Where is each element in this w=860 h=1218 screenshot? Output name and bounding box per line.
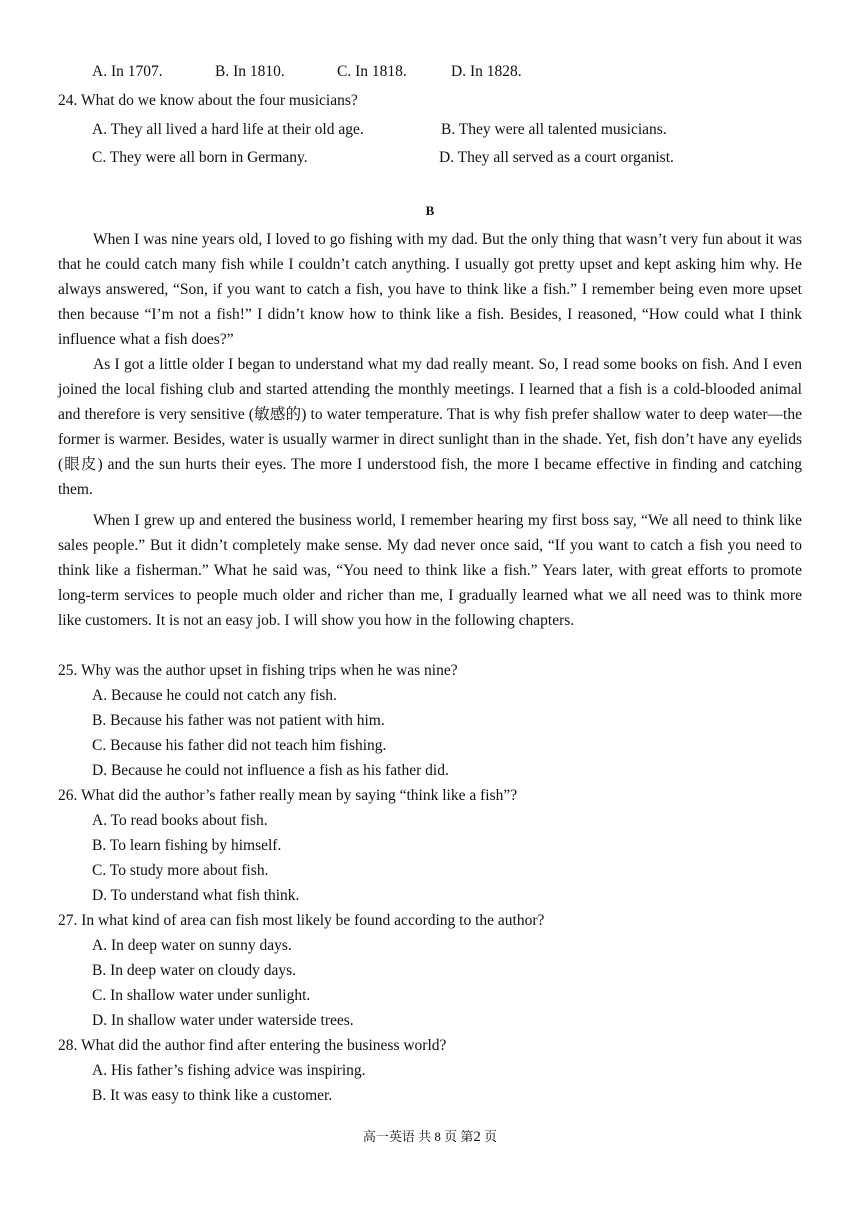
q24-option-c: C. They were all born in Germany.: [92, 149, 308, 166]
q23-option-c: C. In 1818.: [337, 63, 407, 80]
section-heading: B: [425, 203, 435, 218]
q28-option-a: A. His father’s fishing advice was inspiring.: [92, 1062, 366, 1079]
q24-option-a: A. They all lived a hard life at their old age.: [92, 121, 364, 138]
passage-paragraph-1: When I was nine years old, I loved to go fishing with my dad. But the only thing that wasn’t very fun about it was that he could catch many fish while I couldn’t catch anything. I usually got pretty upset and kept asking him why. He always answered, “Son, if you want to catch a fish, you have to think like a fish.” I remember being even more upset then because “I’m not a fish!” I didn’t know how to think like a fish. Besides, I reasoned, “How could what I think influence what a fish does?”: [58, 231, 802, 348]
q27-option-a: A. In deep water on sunny days.: [92, 937, 292, 954]
q26-question: 26. What did the author’s father really mean by saying “think like a fish”?: [58, 787, 518, 804]
q25-option-c: C. Because his father did not teach him fishing.: [92, 737, 387, 754]
q26-option-b: B. To learn fishing by himself.: [92, 837, 282, 854]
footer-suffix: 页: [480, 1129, 498, 1144]
q28-option-b: B. It was easy to think like a customer.: [92, 1087, 333, 1104]
q23-option-a: A. In 1707.: [92, 63, 163, 80]
q23-option-d: D. In 1828.: [451, 63, 522, 80]
q25-option-b: B. Because his father was not patient with him.: [92, 712, 385, 729]
q25-option-a: A. Because he could not catch any fish.: [92, 687, 337, 704]
footer-prefix: 高一英语 共 8 页 第: [362, 1129, 474, 1144]
q24-option-d: D. They all served as a court organist.: [439, 149, 674, 166]
q27-option-c: C. In shallow water under sunlight.: [92, 987, 311, 1004]
footer-page-number: 2: [473, 1129, 481, 1145]
q23-option-b: B. In 1810.: [215, 63, 285, 80]
q27-option-d: D. In shallow water under waterside trees.: [92, 1012, 354, 1029]
passage-paragraph-3: When I grew up and entered the business world, I remember hearing my first boss say, “We all need to think like sales people.” But it didn’t completely make sense. My dad never once said, “If you want to catch a fish you need to think like a fisherman.” What he said was, “You need to think like a fish.” Years later, with great efforts to promote long-term services to people much older and richer than me, I gradually learned what we all need was to think more like customers. It is not an easy job. I will show you how in the following chapters.: [58, 512, 802, 629]
page-footer: [0, 1128, 860, 1146]
q28-question: 28. What did the author find after entering the business world?: [58, 1037, 447, 1054]
q25-option-d: D. Because he could not influence a fish as his father did.: [92, 762, 449, 779]
q26-option-d: D. To understand what fish think.: [92, 887, 300, 904]
q27-option-b: B. In deep water on cloudy days.: [92, 962, 297, 979]
q25-question: 25. Why was the author upset in fishing trips when he was nine?: [58, 662, 458, 679]
q27-question: 27. In what kind of area can fish most likely be found according to the author?: [58, 912, 545, 929]
q24-question: 24. What do we know about the four musicians?: [58, 92, 358, 109]
q26-option-c: C. To study more about fish.: [92, 862, 269, 879]
q26-option-a: A. To read books about fish.: [92, 812, 268, 829]
q24-option-b: B. They were all talented musicians.: [441, 121, 667, 138]
passage-paragraph-2: As I got a little older I began to understand what my dad really meant. So, I read some books on fish. And I even joined the local fishing club and started attending the monthly meetings. I learned that a fish is a cold-blooded animal and therefore is very sensitive (敏感的) to water temperature. That is why fish prefer shallow water to deep water—the former is warmer. Besides, water is usually warmer in direct sunlight than in the shade. Yet, fish don’t have any eyelids (眼皮) and the sun hurts their eyes. The more I understood fish, the more I became effective in finding and catching them.: [58, 356, 802, 498]
